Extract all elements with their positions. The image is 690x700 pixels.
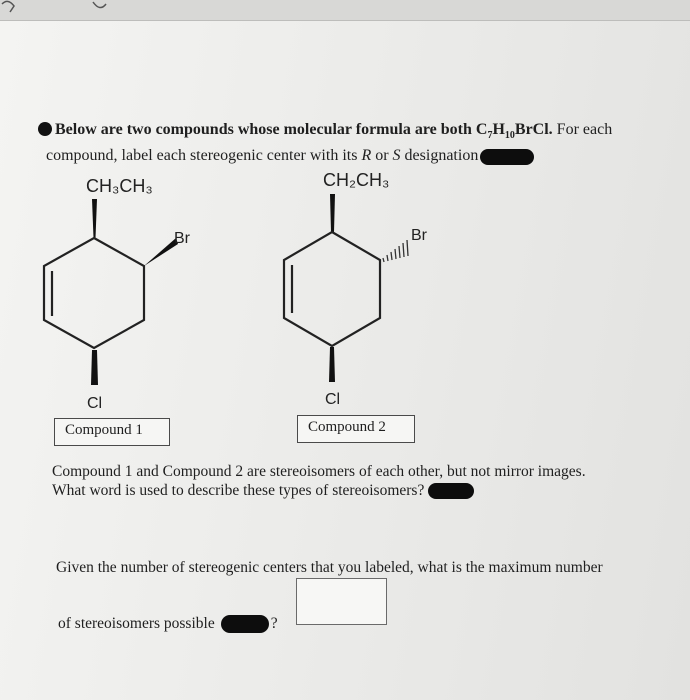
redacted-dropdown-3[interactable] (221, 615, 269, 633)
max-stereoisomers-answer-input[interactable] (296, 578, 387, 625)
max-stereoisomer-question: Given the number of stereogenic centers that you labeled, what is the maximum number (56, 559, 603, 576)
max-stereoisomer-line2: of stereoisomers possible ? (58, 615, 278, 632)
compound1-br-wedge (144, 238, 178, 266)
compound2-ring (284, 232, 380, 346)
redacted-dropdown-2[interactable] (428, 483, 474, 499)
question-text: Below are two compounds whose molecular formula are both $C_7H_{10}BrCl$. For each compound, label each stereogenic center with its R or S designation (46, 120, 676, 166)
question-intro: Below are two compounds whose molecular formula are both $C_7H_{10}BrCl$. (55, 121, 553, 142)
compound2-cl: Cl (325, 391, 341, 408)
compound2-top-wedge (330, 194, 335, 232)
compound1-cl-wedge (91, 350, 98, 385)
compound1-structure (44, 176, 191, 412)
compound2-br: Br (411, 227, 427, 244)
compound1-br: Br (174, 230, 190, 247)
compound2-br-hash-bond (383, 240, 408, 262)
compound2-top-substituent: CH₂CH₃ (323, 170, 390, 190)
compound1-top-wedge (92, 199, 97, 238)
compound1-top-substituent: CH₃CH₃ (86, 176, 153, 196)
compound1-ring (44, 238, 144, 348)
compound2-label-box: Compound 2 (297, 415, 415, 443)
compound1-cl: Cl (87, 395, 103, 412)
stereoisomer-question: Compound 1 and Compound 2 are stereoisomers of each other, but not mirror images. What word is used to describe these types of stereoisomers? (52, 463, 586, 499)
compound2-cl-wedge (329, 347, 335, 382)
compound2-structure (284, 170, 428, 408)
compound1-label-box: Compound 1 (54, 418, 170, 446)
